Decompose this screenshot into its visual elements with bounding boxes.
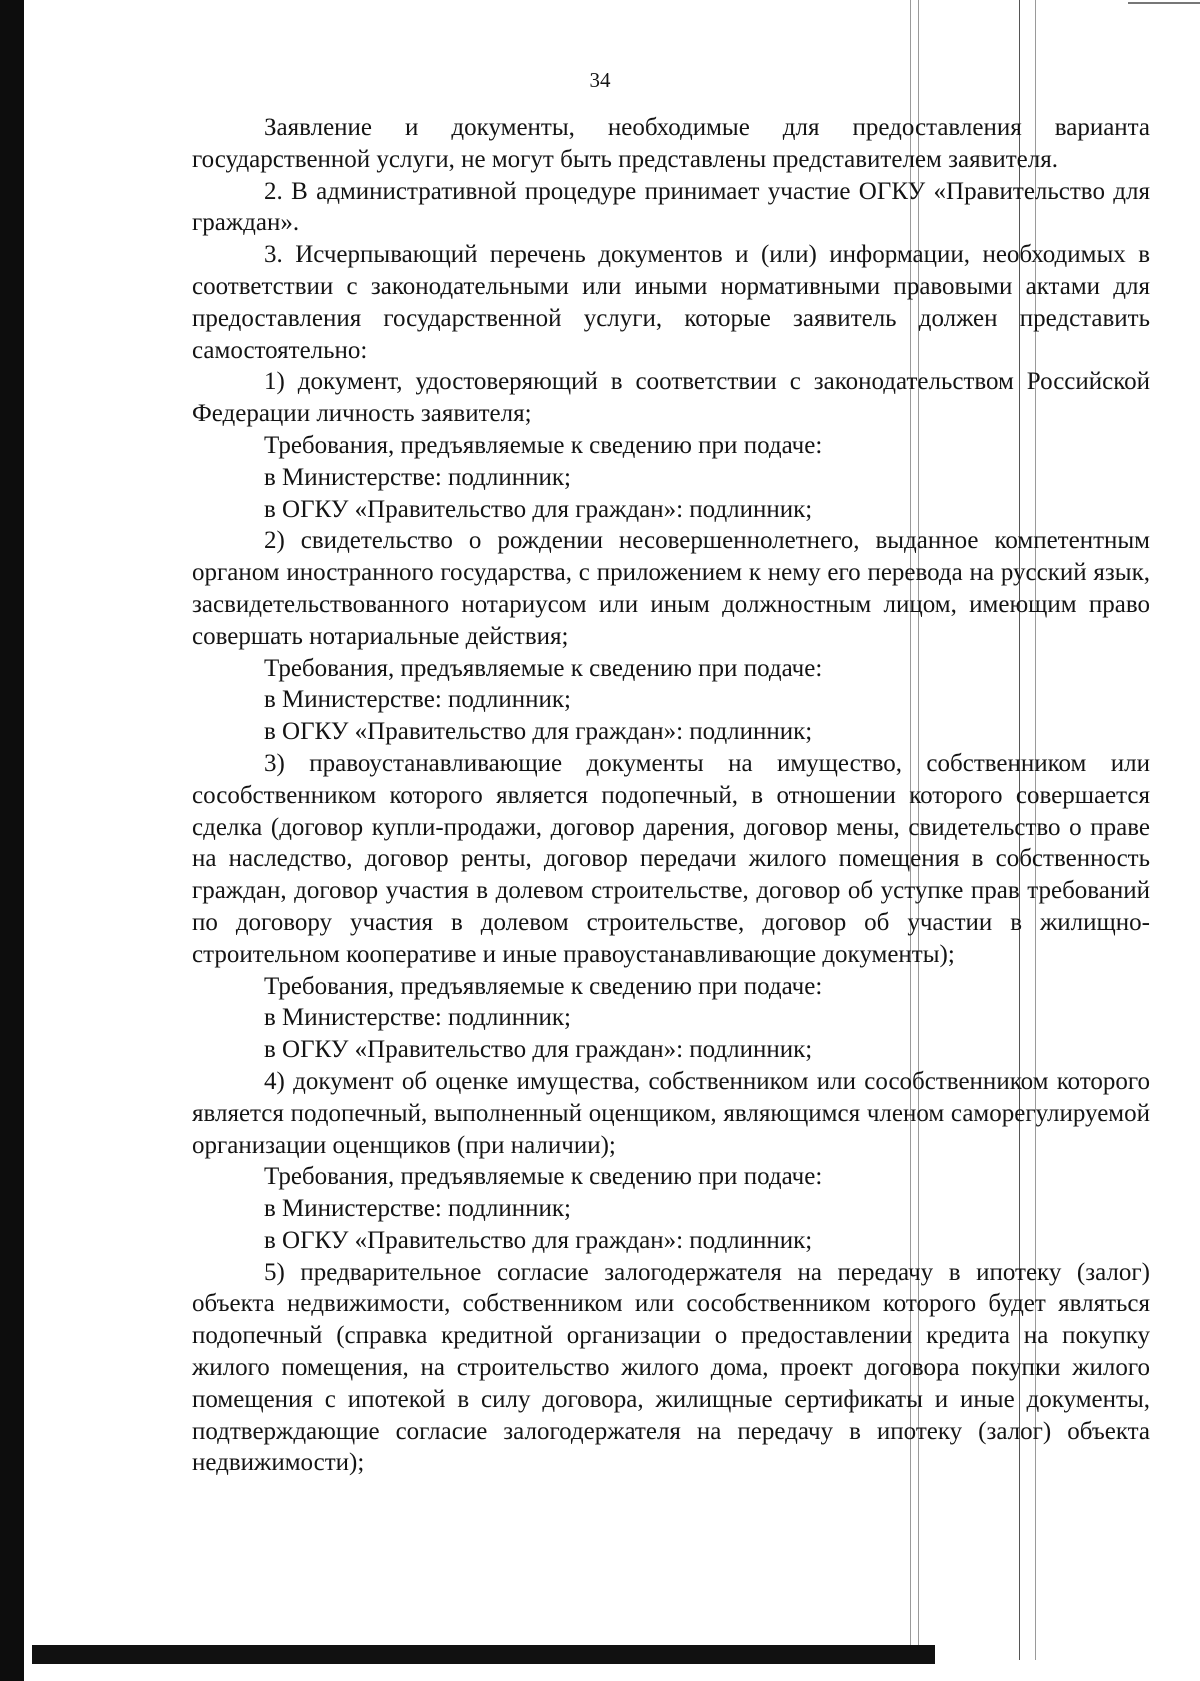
list-item: 3) правоустанавливающие документы на имущество, собственником или сособственником которого является подопечный, в отношении которого совершается сделка (договор купли-продажи, договор дарения, договор мены, свидетельство о праве на наследство, договор ренты, договор передачи жилого помещения в собственность граждан, договор участия в долевом строительстве, договор об уступке прав требований по договору участия в долевом строительстве, договор об участии в жилищно-строительном кооперативе и иные правоустанавливающие документы); [192,749,1150,968]
requirement-line: в ОГКУ «Правительство для граждан»: подлинник; [264,1036,813,1064]
requirements-heading: Требования, предъявляемые к сведению при подаче: [264,972,823,1000]
requirement-line: в ОГКУ «Правительство для граждан»: подлинник; [264,718,813,746]
scan-left-edge-bar [0,0,24,1681]
list-item: 2) свидетельство о рождении несовершеннолетнего, выданное компетентным органом иностранного государства, с приложением к нему его перевода на русский язык, засвидетельствованного нотариусом или иным должностным лицом, имеющим право совершать нотариальные действия; [192,527,1150,650]
list-item: 1) документ, удостоверяющий в соответствии с законодательством Российской Федерации личность заявителя; [192,368,1150,428]
requirements-heading: Требования, предъявляемые к сведению при подаче: [264,654,823,682]
paragraph: 3. Исчерпывающий перечень документов и (или) информации, необходимых в соответствии с законодательными или иными нормативными правовыми актами для предоставления государственной услуги, которые заявитель должен представить самостоятельно: [192,241,1150,364]
list-item: 4) документ об оценке имущества, собственником или сособственником которого является подопечный, выполненный оценщиком, являющимся членом саморегулируемой организации оценщиков (при наличии); [192,1067,1150,1159]
scan-bottom-edge-bar [32,1645,935,1664]
requirement-line: в Министерстве: подлинник; [264,686,571,714]
requirements-heading: Требования, предъявляемые к сведению при подаче: [264,431,823,459]
requirement-line: в ОГКУ «Правительство для граждан»: подлинник; [264,495,813,523]
document-body [192,112,1150,1479]
requirement-line: в ОГКУ «Правительство для граждан»: подлинник; [264,1226,813,1254]
requirement-line: в Министерстве: подлинник; [264,463,571,491]
requirement-line: в Министерстве: подлинник; [264,1004,571,1032]
page-number: 34 [589,68,611,92]
scan-top-rule [1128,2,1200,4]
requirements-heading: Требования, предъявляемые к сведению при подаче: [264,1163,823,1191]
paragraph: 2. В административной процедуре принимает участие ОГКУ «Правительство для граждан». [192,177,1150,237]
list-item: 5) предварительное согласие залогодержателя на передачу в ипотеку (залог) объекта недвижимости, собственником или сособственником которого будет являться подопечный (справка кредитной организации о предоставлении кредита на покупку жилого помещения, на строительство жилого дома, проект договора покупки жилого помещения с ипотекой в силу договора, жилищные сертификаты и иные документы, подтверждающие согласие залогодержателя на передачу в ипотеку (залог) объекта недвижимости); [192,1258,1150,1477]
requirement-line: в Министерстве: подлинник; [264,1195,571,1223]
paragraph: Заявление и документы, необходимые для предоставления варианта государственной услуги, не могут быть представлены представителем заявителя. [192,114,1150,173]
